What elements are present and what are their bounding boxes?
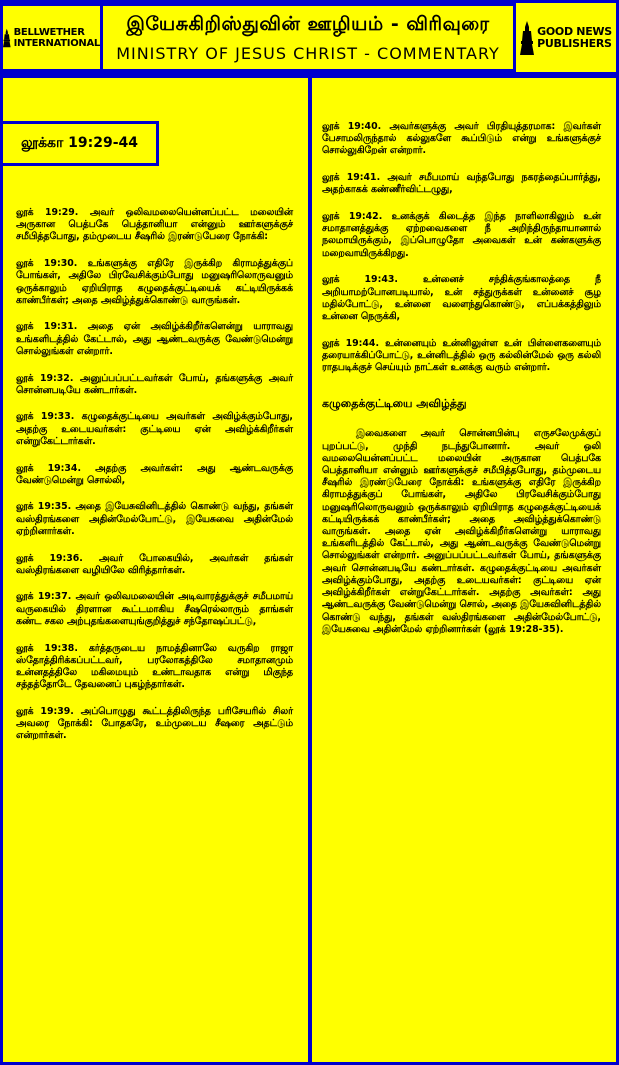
verse: லூக் 19:39. அப்பொழுது கூட்டத்திலிருந்த பரிசேயரில் சிலர் அவரை நோக்கி: போதகரே, உம்முடைய சீஷரை அதட்டும் என்றார்கள். [16, 705, 293, 742]
left-column [16, 207, 293, 757]
logo-line-2: INTERNATIONAL [13, 37, 100, 49]
logo-line-1: BELLWETHER [13, 26, 85, 38]
verse: லூக் 19:34. அதற்கு அவர்கள்: அது ஆண்டவருக்கு வேண்டுமென்று சொல்லி, [16, 462, 293, 486]
logo-line-2: PUBLISHERS [537, 36, 612, 50]
page-title-english: MINISTRY OF JESUS CHRIST - COMMENTARY [116, 43, 500, 63]
verse: லூக் 19:38. கர்த்தருடைய நாமத்தினாலே வருகிற ராஜா ஸ்தோத்திரிக்கப்பட்டவர், பரலோகத்திலே சமாதானமும் உன்னதத்திலே மகிமையும் உண்டாவதாக என்று மிகுந்த சத்தத்தோடே தேவனைப் புகழ்ந்தார்கள். [16, 642, 293, 691]
header-title-block [103, 3, 513, 72]
verse: லூக் 19:42. உனக்குக் கிடைத்த இந்த நாளிலாகிலும் உன் சமாதானத்துக்கு ஏற்றவைகளை நீ அறிந்திருந்தாயானால் நலமாயிருக்கும், இப்பொழுதோ அவைகள் உன் கண்களுக்கு மறைவாயிருக்கிறது. [322, 211, 601, 259]
verse: லூக் 19:43. உன்னைச் சந்திக்குங்காலத்தை நீ அறியாமற்போனபடியால், உன் சத்துருக்கள் உன்னைச் சூழ மதில்போட்டு, உன்னை வளைந்துகொண்டு, எப்பக்கத்திலும் உன்னை நெருக்கி, [322, 274, 601, 322]
page-title-tamil: இயேசுகிறிஸ்துவின் ஊழியம் - விரிவுரை [126, 12, 490, 35]
commentary-paragraph: இவைகளை அவர் சொன்னபின்பு எருசலேமுக்குப் புறப்பட்டு, முந்தி நடந்துபோனார். அவர் ஒலி வமலையென்னப்பட்ட மலையின் அருகான பெத்பகே பெத்தானியா என்னும் ஊர்களுக்குச் சமீபித்தபோது, தம்முடைய சீஷரில் இரண்டுபேரை நோக்கி: உங்களுக்கு எதிரே இருக்கிற கிராமத்துக்குப் போங்கள், அதிலே பிரவேசிக்கும்போது மனுஷரிலொருவனும் ஒருக்காலும் ஏறியிராத கழுதைக்குட்டியைக் கட்டியிருக்கக் காண்பீர்கள்; அதை அவிழ்த்துக்கொண்டு வாருங்கள். அதை ஏன் அவிழ்க்கிறீர்களென்று யாராவது உங்களிடத்தில் கேட்டால், அது ஆண்டவருக்கு வேண்டுமென்று சொல்லுங்கள் என்றார். அனுப்பப்பட்டவர்கள் போய், தங்களுக்கு அவர் சொன்னபடியே கண்டார்கள். கழுதைக்குட்டியை அவர்கள் அவிழ்க்கும்போது, அதற்கு உடையவர்கள்: குட்டியை ஏன் அவிழ்க்கிறீர்கள் என்றுகேட்டார்கள். அதற்கு அவர்கள்: அது ஆண்டவருக்கு வேண்டுமென்று சொல், அதை இயேசுவினிடத்தில் கொண்டு வந்து, தங்கள் வஸ்திரங்களை அதின்மேல்போட்டு, இயேசுவை அதின்மேல் ஏற்றினார்கள் (லூக் 19:28-35). [322, 428, 601, 635]
logo-line-1: GOOD NEWS [537, 24, 612, 38]
verse: லூக் 19:40. அவர்களுக்கு அவர் பிரதியுத்தரமாக: இவர்கள் பேசாமலிருந்தால் கல்லுகளே கூப்பிடும் என்று உங்களுக்குச் சொல்லுகிறேன் என்றார். [322, 121, 601, 157]
verse: லூக் 19:31. அதை ஏன் அவிழ்க்கிறீர்களென்று யாராவது உங்களிடத்தில் கேட்டால், அது ஆண்டவருக்கு வேண்டுமென்று சொல்லுங்கள் என்றார். [16, 321, 293, 357]
good-news-logo-text [537, 26, 612, 50]
verse: லூக் 19:37. அவர் ஒலிவமலையின் அடிவாரத்துக்குச் சமீபமாய் வருகையில் திரளான கூட்டமாகிய சீஷரெல்லாரும் தாங்கள் கண்ட சகல அற்புதங்களையுங்குறித்துச் சந்தோஷப்பட்டு, [16, 591, 293, 627]
scripture-reference: லூக்கா 19:29-44 [20, 134, 139, 151]
verse: லூக் 19:32. அனுப்பப்பட்டவர்கள் போய், தங்களுக்கு அவர் சொன்னபடியே கண்டார்கள். [16, 372, 293, 396]
good-news-logo [513, 0, 619, 75]
verse: லூக் 19:33. கழுதைக்குட்டியை அவர்கள் அவிழ்க்கும்போது, அதற்கு உடையவர்கள்: குட்டியை ஏன் அவிழ்க்கிறீர்கள் என்றுகேட்டார்கள். [16, 411, 293, 447]
section-subheading: கழுதைக்குட்டியை அவிழ்த்து [322, 397, 467, 411]
right-column [322, 121, 601, 650]
verse: லூக் 19:41. அவர் சமீபமாய் வந்தபோது நகரத்தைப்பார்த்து, அதற்காகக் கண்ணீர்விட்டழுது, [322, 172, 601, 196]
verse: லூக் 19:29. அவர் ஒலிவமலையென்னப்பட்ட மலையின் அருகான பெத்பகே பெத்தானியா என்னும் ஊர்களுக்குச் சமீபித்தபோது, தம்முடைய சீஷரில் இரண்டுபேரை நோக்கி: [16, 207, 293, 243]
bell-tower-icon [520, 21, 534, 55]
verse: லூக் 19:36. அவர் போகையில், அவர்கள் தங்கள் வஸ்திரங்களை வழியிலே விரித்தார்கள். [16, 552, 293, 576]
verse: லூக் 19:35. அதை இயேசுவினிடத்தில் கொண்டு வந்து, தங்கள் வஸ்திரங்களை அதின்மேல்போட்டு, இயேசுவை அதின்மேல் ஏற்றினார்கள். [16, 501, 293, 537]
bell-tower-icon [3, 21, 11, 55]
scripture-reference-box [0, 121, 159, 166]
column-divider [308, 78, 312, 1062]
bellwether-logo-text [14, 27, 100, 49]
verse: லூக் 19:44. உன்னையும் உன்னிலுள்ள உன் பிள்ளைகளையும் தரையாக்கிப்போட்டு, உன்னிடத்தில் ஒரு கல்லின்மேல் ஒரு கல்லி ராதபடிக்குச் செய்யும் நாட்கள் உனக்கு வரும் என்றார். [322, 337, 601, 374]
bellwether-logo [0, 3, 103, 72]
verse: லூக் 19:30. உங்களுக்கு எதிரே இருக்கிற கிராமத்துக்குப் போங்கள், அதிலே பிரவேசிக்கும்போது மனுஷரிலொருவனும் ஒருக்காலும் ஏறியிராத கழுதைக்குட்டியைக் கட்டியிருக்கக் காண்பீர்கள்; அதை அவிழ்த்துக்கொண்டு வாருங்கள். [16, 258, 293, 306]
